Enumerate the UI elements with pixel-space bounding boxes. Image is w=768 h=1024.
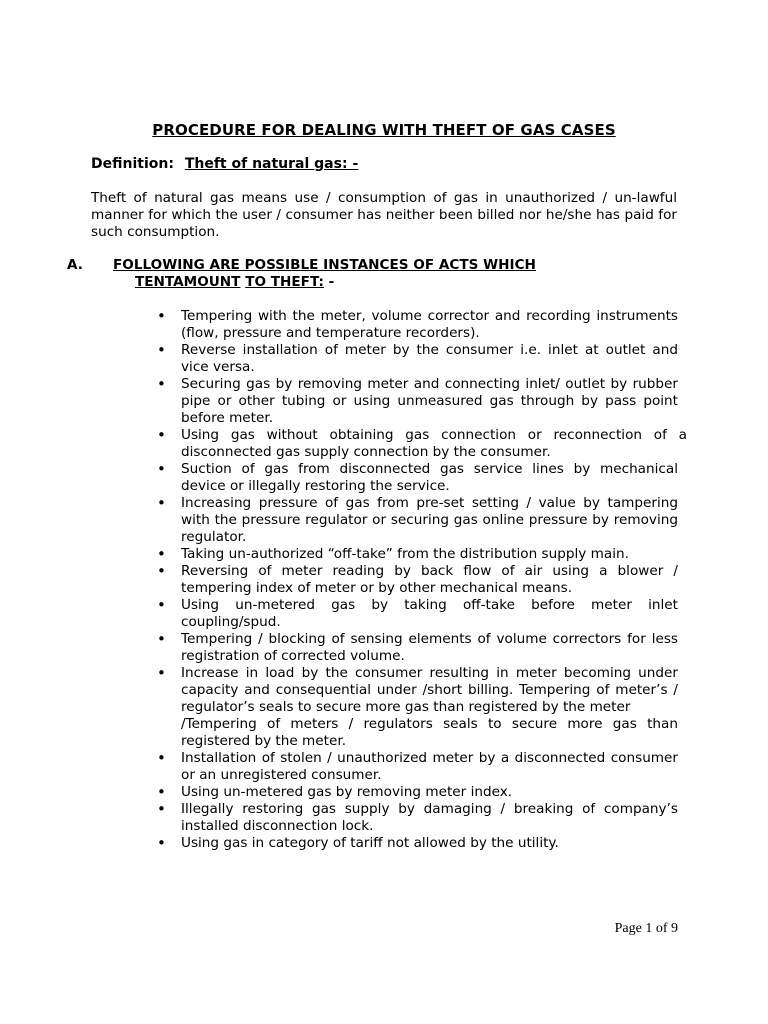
list-item	[181, 665, 678, 750]
list-item-text: Taking un-authorized “off-take” from the distribution supply main.	[181, 546, 629, 562]
list-item-text: Increasing pressure of gas from pre-set setting / value by tampering with the pressure regulator or securing gas online pressure by removing regulator.	[181, 495, 678, 545]
list-item-text: Tempering / blocking of sensing elements of volume correctors for less registration of corrected volume.	[181, 631, 678, 664]
list-item	[181, 597, 678, 631]
list-item	[181, 308, 678, 342]
list-item	[181, 461, 678, 495]
list-item-text: Using un-metered gas by removing meter index.	[181, 784, 513, 800]
definition-heading	[91, 156, 358, 172]
list-item	[181, 342, 678, 376]
list-item-text: • Using gas without obtaining gas connection or reconnection of a	[181, 427, 687, 443]
definition-label: Definition:	[91, 156, 174, 172]
definition-term	[185, 156, 358, 172]
list-item	[181, 376, 678, 427]
list-item	[181, 546, 678, 563]
list-item-text: Illegally restoring gas supply by damaging / breaking of company’s installed disconnection lock.	[181, 801, 678, 834]
list-item	[181, 563, 678, 597]
section-heading-dash: -	[328, 274, 335, 290]
definition-paragraph: Theft of natural gas means use / consumption of gas in unauthorized / un-lawful manner for which the user / consumer has neither been billed nor he/she has paid for such consumption.	[91, 190, 677, 240]
list-item-text: Using un-metered gas by taking off-take before meter inlet coupling/spud.	[181, 597, 678, 630]
list-item-text: Reverse installation of meter by the consumer i.e. inlet at outlet and vice versa.	[181, 342, 678, 375]
list-item-text: Securing gas by removing meter and connecting inlet/ outlet by rubber pipe or other tubing or using unmeasured gas through by pass point before meter.	[181, 376, 678, 426]
section-heading-line2	[135, 274, 334, 291]
list-item	[181, 801, 678, 835]
section-letter: A.	[67, 257, 83, 273]
definition-dash: -	[352, 156, 359, 172]
list-item-text: Reversing of meter reading by back flow of air using a blower / tempering index of meter or by other mechanical means.	[181, 563, 678, 596]
list-item-text: Using gas in category of tariff not allowed by the utility.	[181, 835, 559, 851]
list-item	[181, 750, 678, 784]
list-item-text: Increase in load by the consumer resulting in meter becoming under capacity and consequential under /short billing. Tempering of meter’s / regulator’s seals to secure more gas than registered by the meter	[181, 665, 678, 715]
list-item	[181, 427, 687, 461]
theft-instances-list	[181, 308, 687, 852]
section-heading-word-tentamount: TENTAMOUNT	[135, 274, 241, 290]
list-item-continuation: disconnected gas supply connection by the consumer.	[181, 444, 551, 460]
list-item-text: Installation of stolen / unauthorized meter by a disconnected consumer or an unregistered consumer.	[181, 750, 678, 783]
list-item	[181, 835, 678, 852]
list-item	[181, 784, 678, 801]
list-item-text: Suction of gas from disconnected gas service lines by mechanical device or illegally restoring the service.	[181, 461, 678, 494]
list-item-text: Tempering with the meter, volume corrector and recording instruments (flow, pressure and temperature recorders).	[181, 308, 678, 341]
list-item	[181, 495, 678, 546]
section-heading-line1: FOLLOWING ARE POSSIBLE INSTANCES OF ACTS WHICH	[113, 257, 536, 273]
page-number-footer: Page 1 of 9	[614, 921, 678, 936]
section-heading-word-to-theft: TO THEFT:	[245, 274, 324, 290]
definition-term-text: Theft of natural gas:	[184, 156, 348, 172]
list-item	[181, 631, 678, 665]
list-item-continuation: /Tempering of meters / regulators seals to secure more gas than registered by the meter.	[181, 716, 678, 749]
document-title: PROCEDURE FOR DEALING WITH THEFT OF GAS CASES	[152, 121, 616, 139]
